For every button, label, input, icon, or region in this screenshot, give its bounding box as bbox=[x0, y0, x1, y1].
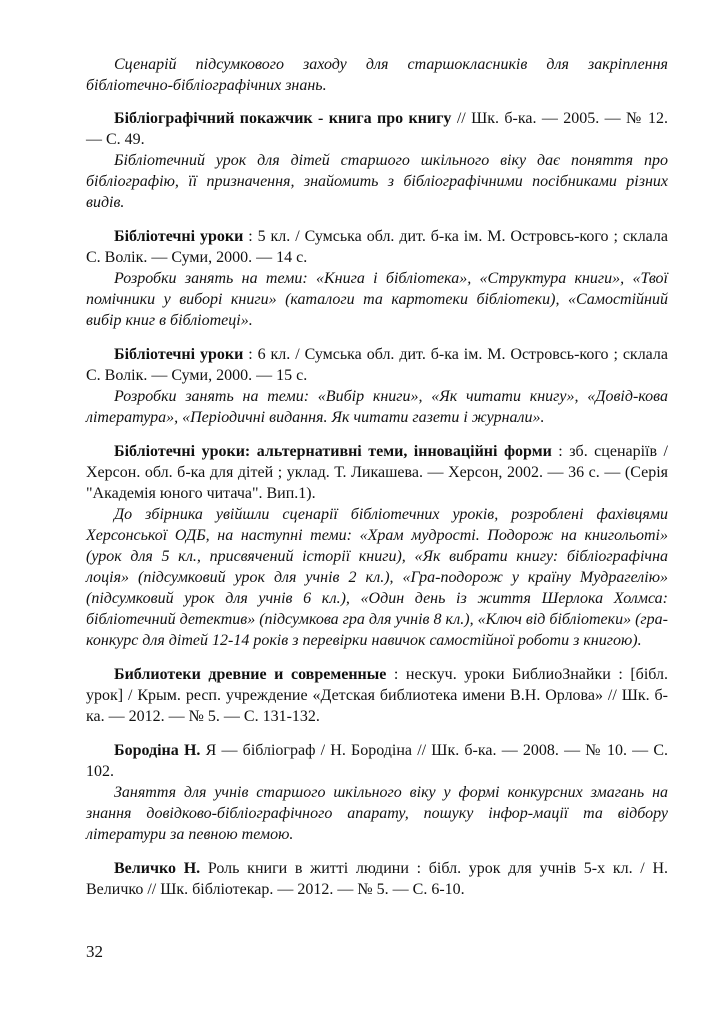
entry-details: : нескуч. уроки БиблиоЗнайки : [бібл. урок] / Крым. респ. учреждение «Детская библиотека имени В.Н. Орлова» // Шк. б-ка. — 2012. — № 5. — С. 131-132. bbox=[86, 666, 668, 725]
entry-details: : 6 кл. / Сумська обл. дит. б-ка ім. М. Островсь-кого ; склала С. Волік. — Суми, 2000. — 15 с. bbox=[86, 346, 668, 384]
entry-annotation: До збірника увійшли сценарії бібліотечних уроків, розроблені фахівцями Херсонської ОДБ, на наступні теми: «Храм мудрості. Подорож на книгольоті» (урок для 5 кл., присвячений історії книги), «Як вибрати книгу: бібліографічна лоція» (підсумковий урок для учнів 2 кл.), «Гра-подорож у країну Мудрагелію» (підсумковий урок для учнів 6 кл.), «Один день із життя Шерлока Холмса: бібліотечний детектив» (підсумкова гра для учнів 8 кл.), «Ключ від бібліотеки» (гра-конкурс для дітей 12-14 років з перевірки навичок самостійної роботи з книгою). bbox=[86, 506, 668, 649]
bibliographic-record bbox=[86, 858, 668, 900]
page-content bbox=[86, 54, 668, 913]
entry-annotation: Розробки занять на теми: «Вибір книги», «Як читати книгу», «Довід-кова література», «Періодичні видання. Як читати газети і журнали». bbox=[86, 388, 668, 426]
intro-entry bbox=[86, 54, 668, 96]
bibliography-entry bbox=[86, 664, 668, 727]
entry-annotation: Розробки занять на теми: «Книга і бібліотека», «Структура книги», «Твої помічники у виборі книги» (каталоги та картотеки бібліотеки), «Самостійний вибір книг в бібліотеці». bbox=[86, 270, 668, 329]
entry-heading: Бородіна Н. bbox=[114, 742, 201, 759]
entry-details: Я — бібліограф / Н. Бородіна // Шк. б-ка. — 2008. — № 10. — С. 102. bbox=[86, 742, 669, 780]
bibliography-entry bbox=[86, 344, 668, 428]
bibliography-entry bbox=[86, 858, 668, 900]
entry-annotation: Бібліотечний урок для дітей старшого шкільного віку дає поняття про бібліографію, її призначення, знайомить з бібліографічними посібниками різних видів. bbox=[86, 152, 668, 211]
entry-heading: Бібліографічний покажчик - книга про книгу bbox=[114, 110, 452, 127]
bibliography-entry bbox=[86, 740, 668, 845]
bibliography-entry bbox=[86, 108, 668, 213]
entry-heading: Библиотеки древние и современные bbox=[114, 666, 387, 683]
entry-details: // Шк. б-ка. — 2005. — № 12. — С. 49. bbox=[86, 110, 668, 148]
entry-details: : зб. сценаріїв / Херсон. обл. б-ка для дітей ; уклад. Т. Ликашева. — Херсон, 2002. — 36 с. — (Серія "Академія юного читача". Вип.1). bbox=[86, 443, 668, 502]
bibliographic-record bbox=[86, 740, 668, 782]
bibliographic-record bbox=[86, 226, 668, 268]
intro-annotation: Сценарій підсумкового заходу для старшокласників для закріплення бібліотечно-бібліографічних знань. bbox=[86, 56, 668, 94]
entry-heading: Величко Н. bbox=[114, 860, 201, 877]
page-number: 32 bbox=[86, 942, 103, 961]
entry-annotation: Заняття для учнів старшого шкільного віку у формі конкурсних змагань на знання довідково-бібліографічного апарату, пошуку інфор-мації та відбору літератури за певною темою. bbox=[86, 784, 668, 843]
bibliographic-record bbox=[86, 108, 668, 150]
bibliography-entry bbox=[86, 441, 668, 651]
bibliographic-record bbox=[86, 344, 668, 386]
bibliographic-record bbox=[86, 664, 668, 727]
entry-details: Роль книги в житті людини : бібл. урок для учнів 5-х кл. / Н. Величко // Шк. бібліотекар. — 2012. — № 5. — С. 6-10. bbox=[86, 860, 669, 898]
bibliography-entry bbox=[86, 226, 668, 331]
bibliographic-record bbox=[86, 441, 668, 504]
entry-details: : 5 кл. / Сумська обл. дит. б-ка ім. М. Островсь-кого ; склала С. Волік. — Суми, 2000. — 14 с. bbox=[86, 228, 668, 266]
entry-heading: Бібліотечні уроки bbox=[114, 346, 244, 363]
entry-heading: Бібліотечні уроки: альтернативні теми, інноваційні форми bbox=[114, 443, 552, 460]
entry-heading: Бібліотечні уроки bbox=[114, 228, 244, 245]
